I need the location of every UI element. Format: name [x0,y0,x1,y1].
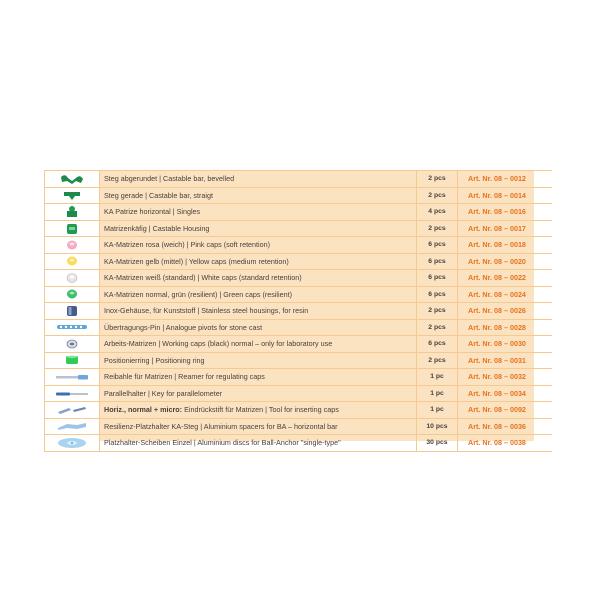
row-quantity: 6 pcs [417,237,458,254]
table-row [45,369,553,386]
row-article-number: Art. Nr. 08 – 0012 [458,171,553,188]
row-article-number: Art. Nr. 08 – 0016 [458,204,553,221]
pink-cap-icon [65,239,79,251]
row-description: Steg gerade | Castable bar, straigt [100,187,417,204]
table-row [45,319,553,336]
row-article-number: Art. Nr. 08 – 0014 [458,187,553,204]
table-row [45,418,553,435]
table-row [45,270,553,287]
castable-bar-bevelled-icon [59,173,85,185]
table-row [45,352,553,369]
row-article-number: Art. Nr. 08 – 0038 [458,435,553,452]
row-article-number: Art. Nr. 08 – 0024 [458,286,553,303]
table-row [45,402,553,419]
parts-table-container [44,170,534,448]
table-row [45,303,553,320]
table-row [45,204,553,221]
steel-housing-icon [65,304,79,317]
parts-table [44,170,552,452]
row-quantity: 1 pc [417,385,458,402]
row-article-number: Art. Nr. 08 – 0092 [458,402,553,419]
row-quantity: 2 pcs [417,352,458,369]
row-quantity: 6 pcs [417,286,458,303]
row-description: Resilienz-Platzhalter KA-Steg | Aluminium spacers for BA – horizontal bar [100,418,417,435]
row-description: KA-Matrizen gelb (mittel) | Yellow caps (medium retention) [100,253,417,270]
row-description: Reibahle für Matrizen | Reamer for regulating caps [100,369,417,386]
yellow-cap-icon [65,255,79,267]
table-row [45,171,553,188]
row-description: KA-Matrizen rosa (weich) | Pink caps (soft retention) [100,237,417,254]
white-cap-icon [65,272,79,284]
castable-bar-straight-icon [61,189,83,201]
row-article-number: Art. Nr. 08 – 0017 [458,220,553,237]
row-description: Inox-Gehäuse, für Kunststoff | Stainless steel housings, for resin [100,303,417,320]
row-description: Platzhalter-Scheiben Einzel | Aluminium discs for Ball-Anchor "single-type" [100,435,417,452]
transfer-pin-icon [55,322,89,332]
reamer-icon [54,373,90,381]
row-description: Übertragungs-Pin | Analogue pivots for stone cast [100,319,417,336]
row-quantity: 1 pc [417,369,458,386]
row-description: KA Patrize horizontal | Singles [100,204,417,221]
row-quantity: 2 pcs [417,303,458,320]
row-quantity: 6 pcs [417,253,458,270]
aluminium-disc-icon [55,437,89,449]
row-description: Arbeits-Matrizen | Working caps (black) normal – only for laboratory use [100,336,417,353]
green-cap-icon [65,288,79,300]
row-article-number: Art. Nr. 08 – 0034 [458,385,553,402]
patrix-horizontal-icon [64,205,80,218]
row-description: KA-Matrizen normal, grün (resilient) | Green caps (resilient) [100,286,417,303]
row-description: Eindrückstift für Matrizen | Tool for inserting caps [182,405,339,415]
row-quantity: 4 pcs [417,204,458,221]
row-article-number: Art. Nr. 08 – 0036 [458,418,553,435]
row-description: KA-Matrizen weiß (standard) | White caps (standard retention) [100,270,417,287]
row-quantity: 2 pcs [417,171,458,188]
table-row [45,253,553,270]
row-article-number: Art. Nr. 08 – 0018 [458,237,553,254]
table-row [45,435,553,452]
row-quantity: 30 pcs [417,435,458,452]
table-row [45,336,553,353]
parallel-key-icon [54,390,90,398]
row-article-number: Art. Nr. 08 – 0030 [458,336,553,353]
row-article-number: Art. Nr. 08 – 0022 [458,270,553,287]
table-row [45,220,553,237]
row-quantity: 6 pcs [417,270,458,287]
row-article-number: Art. Nr. 08 – 0032 [458,369,553,386]
row-article-number: Art. Nr. 08 – 0020 [458,253,553,270]
table-row [45,286,553,303]
row-description: Matrizenkäfig | Castable Housing [100,220,417,237]
row-description: Steg abgerundet | Castable bar, bevelled [100,171,417,188]
row-quantity: 1 pc [417,402,458,419]
table-row [45,237,553,254]
table-row [45,187,553,204]
row-article-number: Art. Nr. 08 – 0026 [458,303,553,320]
aluminium-spacer-icon [55,421,89,431]
row-description: Positionierring | Positioning ring [100,352,417,369]
row-description: Parallelhalter | Key for parallelometer [100,385,417,402]
row-quantity: 2 pcs [417,187,458,204]
row-quantity: 2 pcs [417,319,458,336]
positioning-ring-icon [64,354,80,366]
working-cap-icon [65,338,79,350]
row-quantity: 6 pcs [417,336,458,353]
row-article-number: Art. Nr. 08 – 0031 [458,352,553,369]
row-quantity: 10 pcs [417,418,458,435]
row-description-bold: Horiz., normal + micro: [104,405,183,415]
row-quantity: 2 pcs [417,220,458,237]
castable-housing-icon [65,222,79,235]
insert-tool-icon [55,405,89,415]
row-article-number: Art. Nr. 08 – 0028 [458,319,553,336]
table-row [45,385,553,402]
